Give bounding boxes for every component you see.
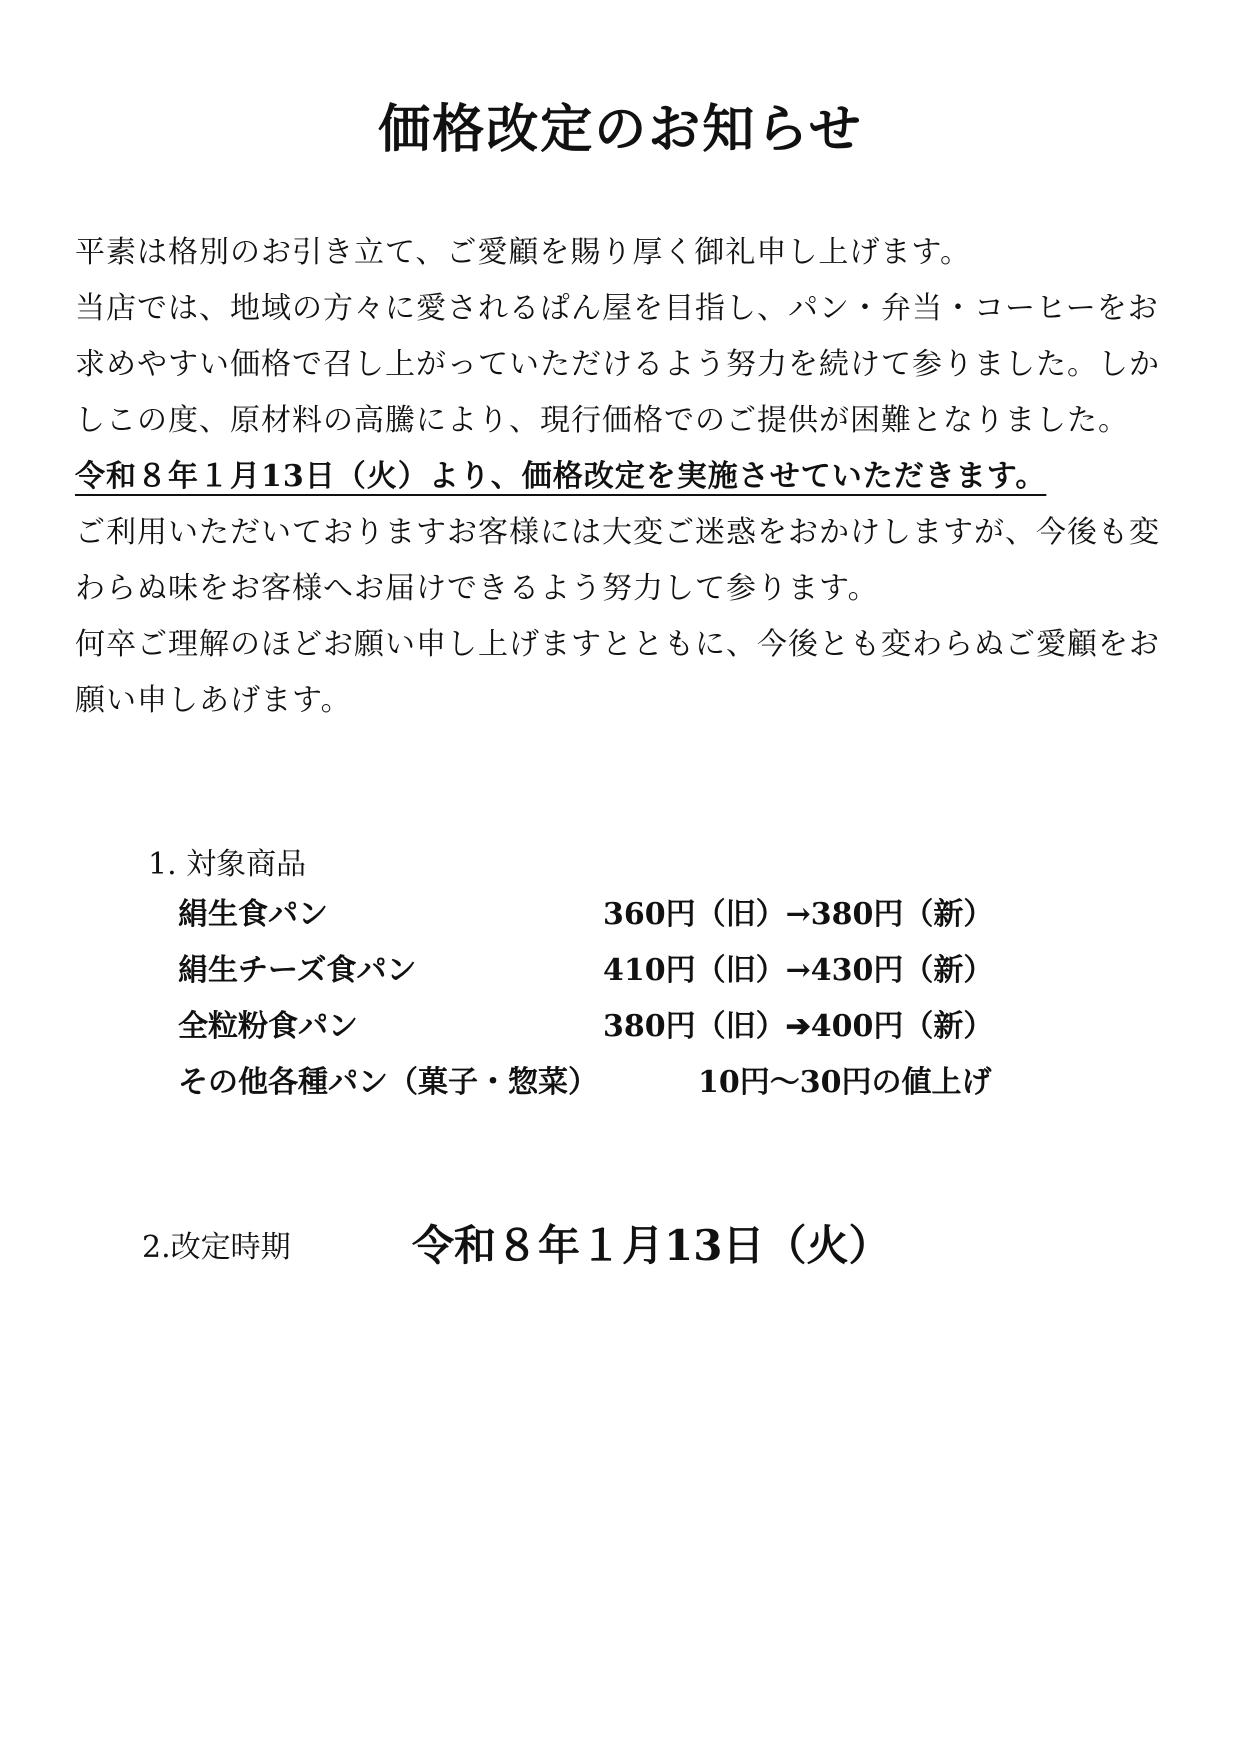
product-price-change: 360円（旧）→380円（新）	[603, 897, 994, 932]
product-price-change: 410円（旧）→430円（新）	[603, 953, 994, 988]
product-row	[178, 1007, 1078, 1063]
product-name: 絹生チーズ食パン	[178, 953, 417, 988]
notice-body	[75, 225, 1175, 729]
product-price-change: 380円（旧）➔400円（新）	[603, 1009, 994, 1044]
product-name: 全粒粉食パン	[178, 1009, 358, 1044]
product-price-list	[178, 895, 1078, 1119]
reason-paragraph: 当店では、地域の方々に愛されるぱん屋を目指し、パン・弁当・コーヒーをお求めやすい価格で召し上がっていただけるよう努力を続けて参りました。しかしこの度、原材料の高騰により、現行価格でのご提供が困難となりました。	[75, 291, 1160, 438]
effective-date-statement: 令和８年１月13日（火）より、価格改定を実施させていただきます。	[75, 459, 1047, 494]
section-target-products-heading: 1. 対象商品	[148, 847, 307, 882]
product-row	[178, 895, 1078, 951]
product-name: その他各種パン（菓子・惣菜）	[178, 1065, 598, 1100]
product-name: 絹生食パン	[178, 897, 328, 932]
product-row	[178, 951, 1078, 1007]
revision-date: 令和８年１月13日（火）	[412, 1221, 891, 1270]
product-price-change: 10円〜30円の値上げ	[698, 1065, 992, 1100]
apology-paragraph: ご利用いただいておりますお客様には大変ご迷惑をおかけしますが、今後も変わらぬ味をお客様へお届けできるよう努力して参ります。	[75, 515, 1160, 606]
closing-paragraph: 何卒ご理解のほどお願い申し上げますとともに、今後とも変わらぬご愛顧をお願い申しあげます。	[75, 627, 1160, 718]
product-row	[178, 1063, 1078, 1119]
greeting-paragraph: 平素は格別のお引き立て、ご愛顧を賜り厚く御礼申し上げます。	[75, 235, 971, 270]
section-revision-timing-heading: 2.改定時期	[142, 1230, 291, 1265]
page-title: 価格改定のお知らせ	[378, 99, 863, 160]
